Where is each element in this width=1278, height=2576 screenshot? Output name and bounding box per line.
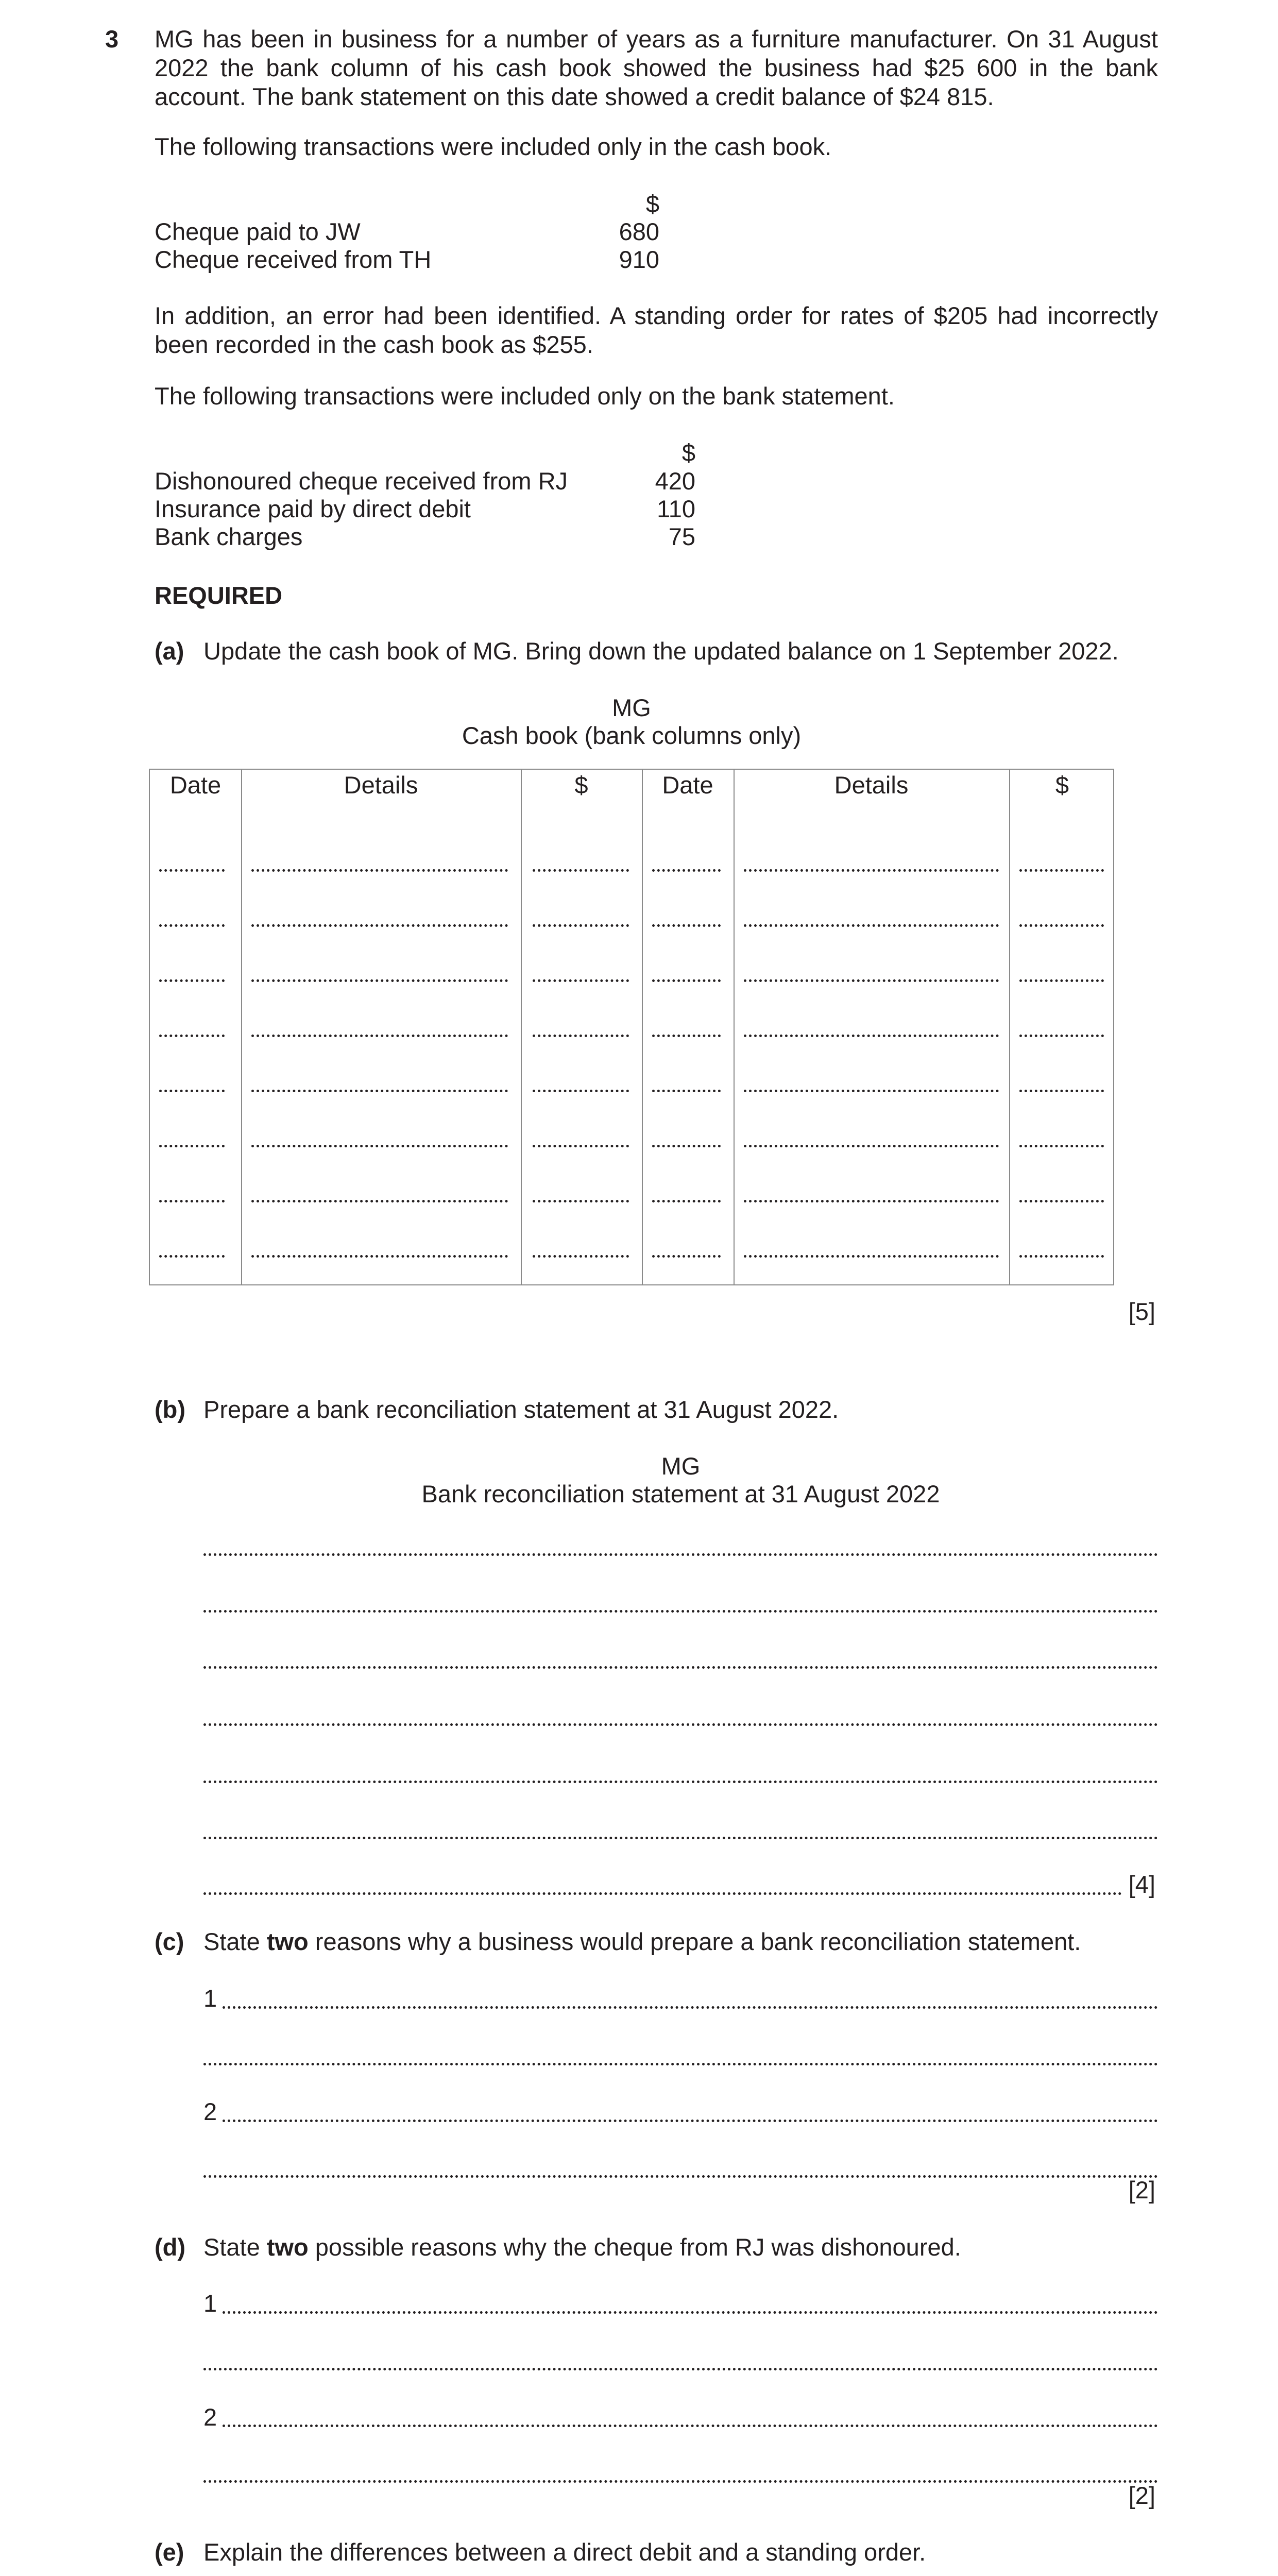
column-header-details: Details [344, 771, 418, 799]
part-a-question: Update the cash book of MG. Bring down the updated balance on 1 September 2022. [203, 637, 1119, 665]
answer-line[interactable] [203, 2175, 1158, 2178]
answer-line[interactable] [251, 1200, 508, 1202]
part-c-question: State two reasons why a business would prepare a bank reconciliation statement. [203, 1928, 1081, 1955]
answer-line[interactable] [652, 1145, 721, 1147]
part-c-marks: [2] [1128, 2176, 1155, 2204]
answer-line[interactable] [1019, 924, 1104, 927]
answer-line[interactable] [203, 1837, 1158, 1839]
part-a-marks: [5] [1128, 1298, 1155, 1325]
answer-line[interactable] [1019, 979, 1104, 982]
column-header-amount: $ [1055, 771, 1069, 799]
cash-book-table [149, 769, 1114, 1285]
answer-line[interactable] [533, 1200, 629, 1202]
answer-line[interactable] [652, 1255, 721, 1258]
answer-line[interactable] [251, 1035, 508, 1037]
answer-line[interactable] [744, 1145, 999, 1147]
required-heading: REQUIRED [155, 582, 283, 609]
part-e-label: (e) [155, 2538, 184, 2566]
answer-line[interactable] [744, 924, 999, 927]
part-c-label: (c) [155, 1928, 184, 1955]
answer-line[interactable] [1019, 1255, 1104, 1258]
answer-line[interactable] [159, 1035, 225, 1037]
cash-book-item-label: Cheque paid to JW [155, 218, 361, 245]
question-intro: MG has been in business for a number of years as a furniture manufacturer. On 31 August 2022 the bank column of his cash book showed the business had $25 600 in the bank account. The bank statement on this date showed a credit balance of $24 815. [155, 25, 1158, 110]
answer-line[interactable] [1019, 1200, 1104, 1202]
part-b-marks: [4] [1128, 1871, 1155, 1898]
answer-line[interactable] [744, 1200, 999, 1202]
cash-book-item-amount: 680 [619, 218, 659, 245]
answer-line[interactable] [203, 1892, 1122, 1895]
bank-item-amount: 420 [655, 467, 695, 495]
answer-line[interactable] [159, 869, 225, 872]
answer-line[interactable] [744, 1090, 999, 1092]
answer-line[interactable] [203, 2368, 1158, 2370]
answer-line[interactable] [203, 1666, 1158, 1669]
answer-line[interactable] [251, 1255, 508, 1258]
cash-book-subtitle: Cash book (bank columns only) [462, 722, 802, 749]
column-header-amount: $ [574, 771, 588, 799]
bank-statement-intro: The following transactions were included only on the bank statement. [155, 382, 895, 410]
answer-line[interactable] [533, 979, 629, 982]
bank-currency: $ [681, 439, 695, 466]
bank-item-amount: 110 [657, 495, 695, 522]
answer-line[interactable] [652, 869, 721, 872]
answer-line[interactable] [159, 1090, 225, 1092]
answer-line[interactable] [744, 869, 999, 872]
answer-line[interactable] [1019, 1035, 1104, 1037]
reconciliation-title: MG [661, 1452, 701, 1480]
answer-line[interactable] [744, 1255, 999, 1258]
answer-line[interactable] [203, 1553, 1158, 1556]
question-number: 3 [105, 25, 119, 53]
answer-number-2: 2 [203, 2403, 217, 2431]
part-b-question: Prepare a bank reconciliation statement at 31 August 2022. [203, 1396, 839, 1423]
bank-item-label: Insurance paid by direct debit [155, 495, 471, 522]
answer-number-1: 1 [203, 1985, 217, 2012]
answer-line[interactable] [1019, 1090, 1104, 1092]
answer-line[interactable] [159, 1145, 225, 1147]
cash-book-item-label: Cheque received from TH [155, 246, 432, 273]
part-d-marks: [2] [1128, 2482, 1155, 2509]
cash-book-currency: $ [645, 190, 659, 217]
answer-line[interactable] [652, 1035, 721, 1037]
part-a-label: (a) [155, 637, 184, 665]
answer-line[interactable] [223, 2425, 1158, 2427]
bank-item-label: Dishonoured cheque received from RJ [155, 467, 568, 495]
answer-line[interactable] [159, 924, 225, 927]
answer-line[interactable] [223, 2120, 1158, 2122]
answer-line[interactable] [223, 2311, 1158, 2314]
answer-line[interactable] [159, 979, 225, 982]
error-text: In addition, an error had been identified. A standing order for rates of $205 had incorrectly been recorded in the cash book as $255. [155, 302, 1158, 358]
answer-line[interactable] [533, 1090, 629, 1092]
answer-line[interactable] [159, 1255, 225, 1258]
answer-line[interactable] [652, 924, 721, 927]
bank-item-label: Bank charges [155, 523, 303, 550]
answer-line[interactable] [744, 1035, 999, 1037]
answer-line[interactable] [652, 1200, 721, 1202]
answer-line[interactable] [533, 869, 629, 872]
answer-line[interactable] [533, 1145, 629, 1147]
answer-line[interactable] [533, 1035, 629, 1037]
answer-line[interactable] [159, 1200, 225, 1202]
answer-line[interactable] [203, 1610, 1158, 1613]
answer-line[interactable] [533, 924, 629, 927]
part-d-question: State two possible reasons why the cheque from RJ was dishonoured. [203, 2233, 961, 2261]
answer-line[interactable] [223, 2006, 1158, 2009]
part-e-question: Explain the differences between a direct debit and a standing order. [203, 2538, 926, 2566]
column-header-date: Date [169, 771, 221, 799]
answer-line[interactable] [251, 1145, 508, 1147]
answer-line[interactable] [533, 1255, 629, 1258]
answer-number-2: 2 [203, 2098, 217, 2125]
answer-line[interactable] [652, 1090, 721, 1092]
answer-line[interactable] [203, 2063, 1158, 2065]
answer-line[interactable] [203, 1723, 1158, 1726]
cash-book-title: MG [612, 694, 651, 721]
column-header-date: Date [662, 771, 713, 799]
answer-line[interactable] [251, 924, 508, 927]
bank-item-amount: 75 [668, 523, 695, 550]
answer-line[interactable] [1019, 1145, 1104, 1147]
answer-line[interactable] [203, 2480, 1158, 2483]
reconciliation-subtitle: Bank reconciliation statement at 31 August 2022 [421, 1480, 940, 1507]
cash-book-intro: The following transactions were included only in the cash book. [155, 133, 832, 160]
column-header-details: Details [834, 771, 909, 799]
part-b-label: (b) [155, 1396, 186, 1423]
answer-line[interactable] [744, 979, 999, 982]
answer-line[interactable] [251, 1090, 508, 1092]
answer-line[interactable] [203, 1781, 1158, 1783]
answer-line[interactable] [251, 979, 508, 982]
answer-line[interactable] [1019, 869, 1104, 872]
cash-book-item-amount: 910 [619, 246, 659, 273]
answer-number-1: 1 [203, 2290, 217, 2317]
answer-line[interactable] [251, 869, 508, 872]
part-d-label: (d) [155, 2233, 186, 2261]
answer-line[interactable] [652, 979, 721, 982]
